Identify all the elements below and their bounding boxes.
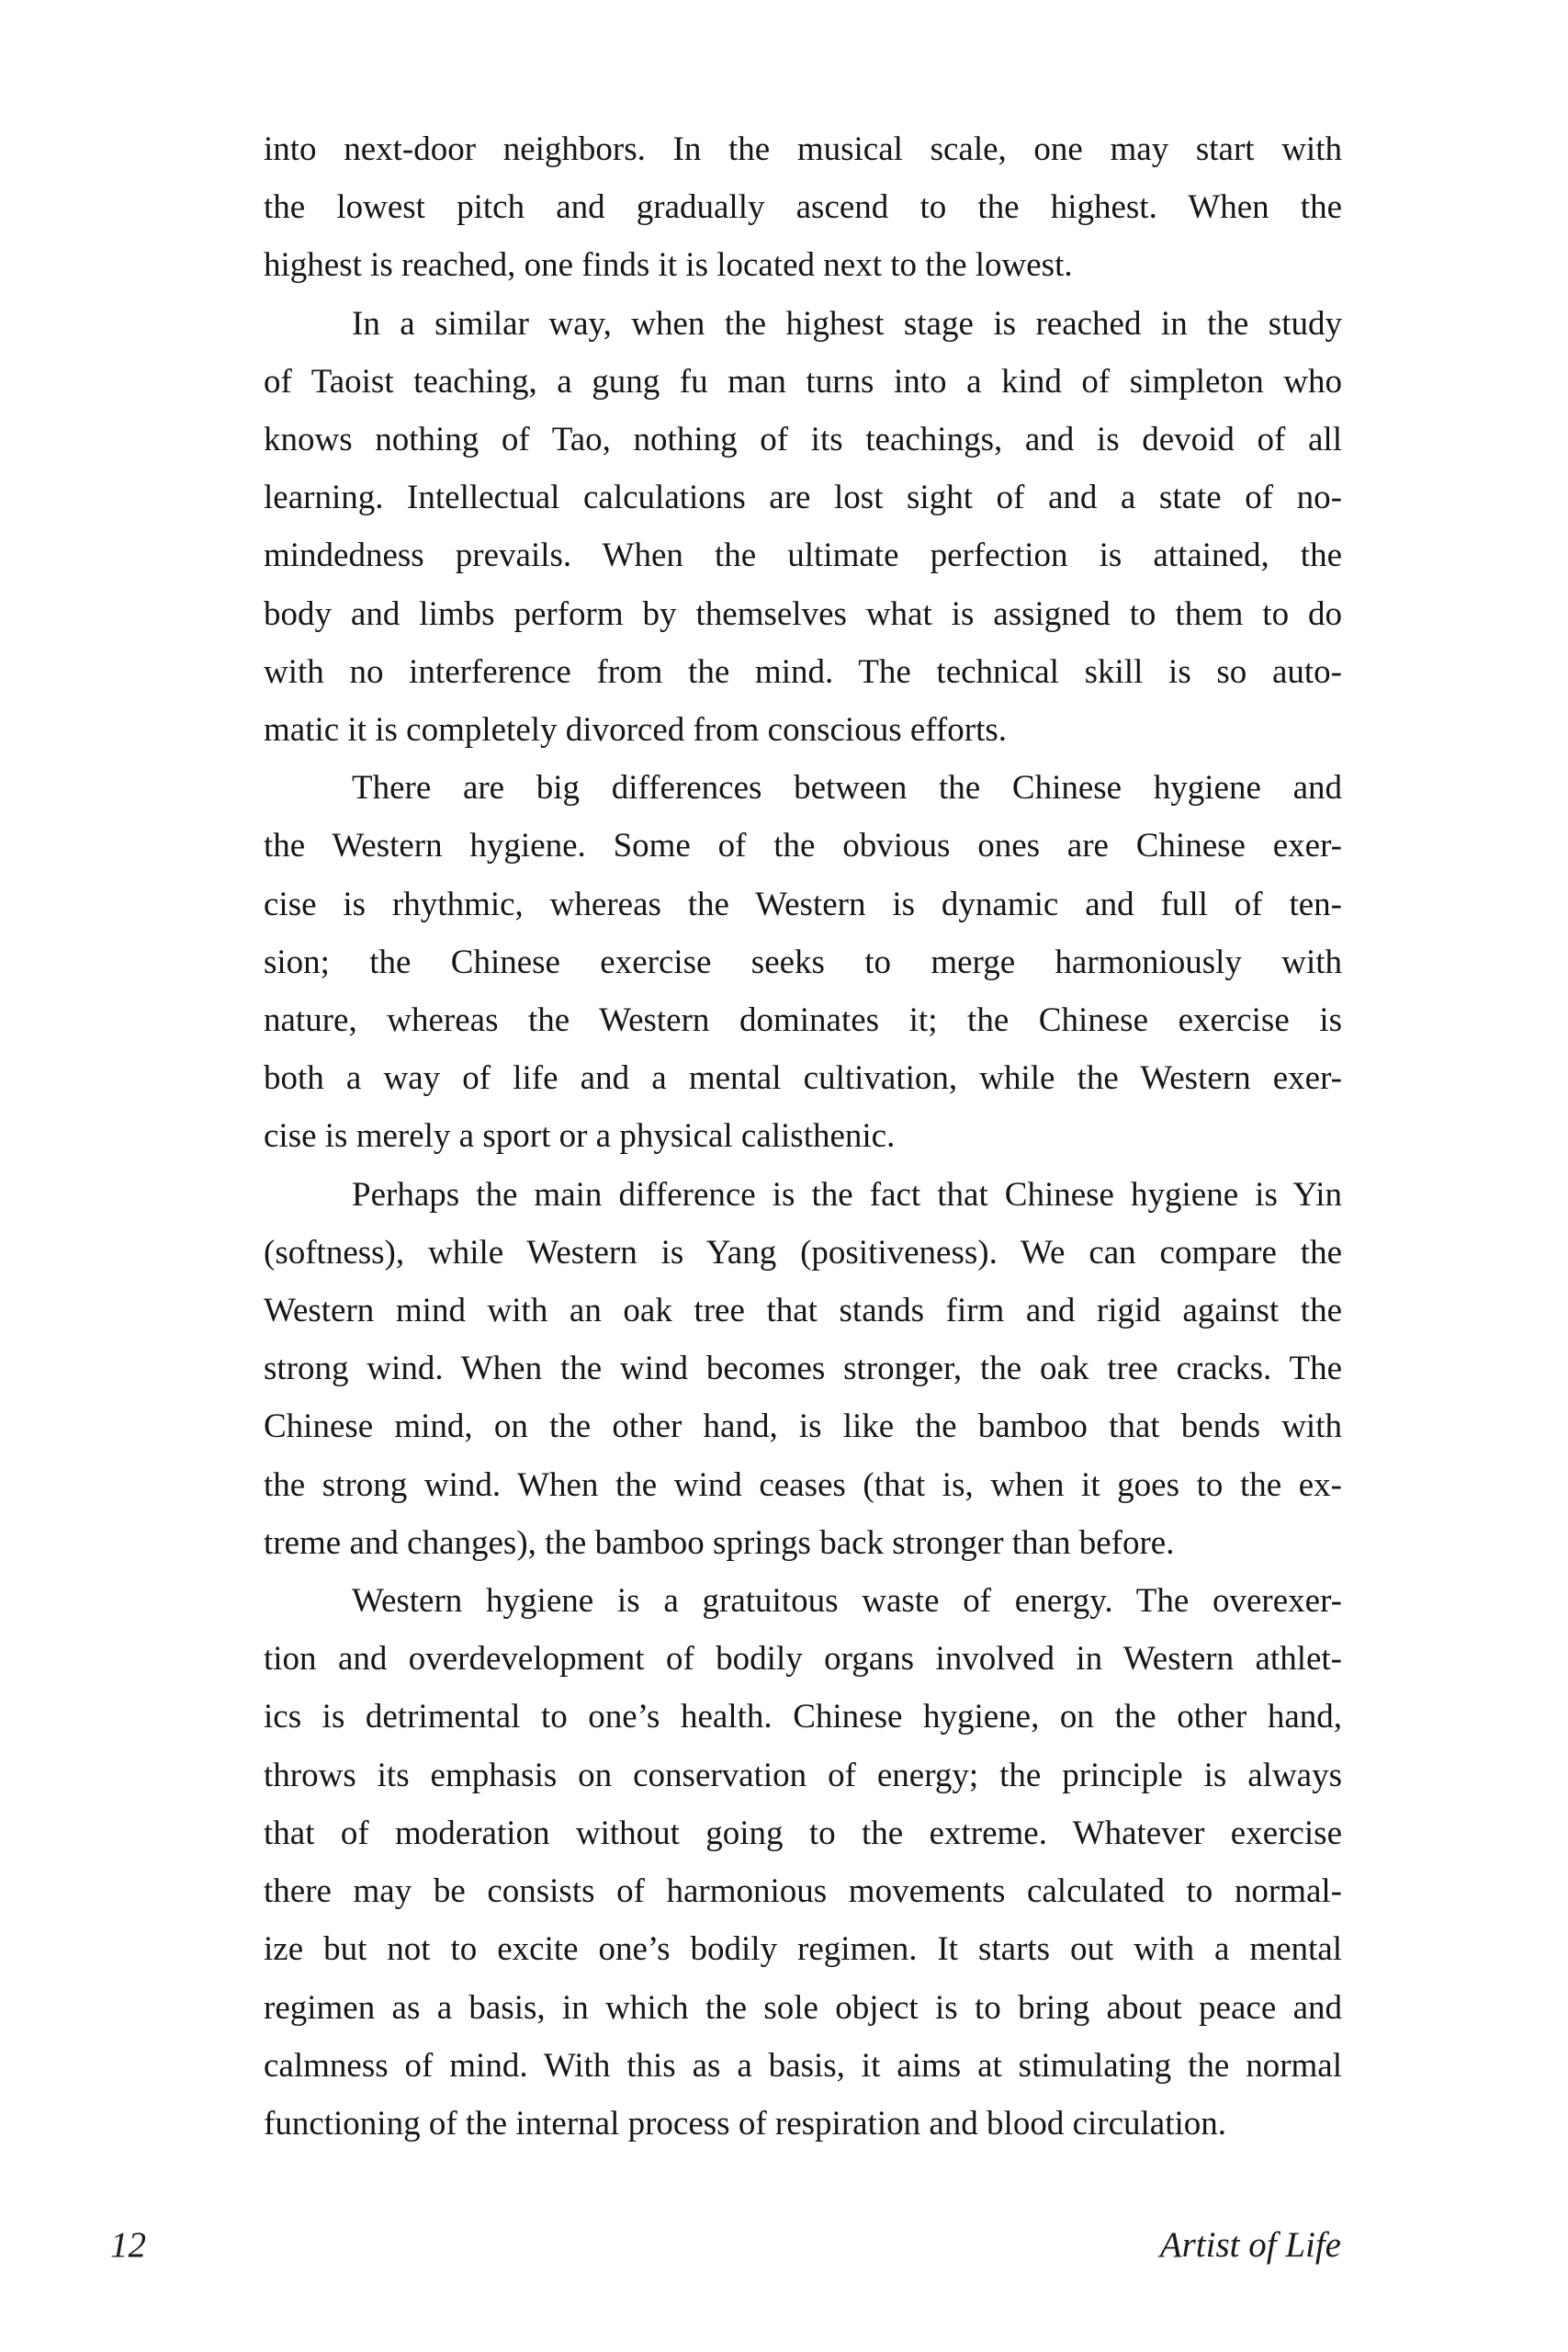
text-line: mindedness prevails. When the ultimate perfection is attained, the bbox=[264, 537, 1342, 575]
running-title: Artist of Life bbox=[1159, 2225, 1341, 2265]
text-line: that of moderation without going to the extreme. Whatever exercise bbox=[264, 1814, 1342, 1852]
text-line: treme and changes), the bamboo springs back stronger than before. bbox=[264, 1523, 1175, 1562]
paragraph bbox=[264, 1572, 1342, 2153]
text-line: Western mind with an oak tree that stands firm and rigid against the bbox=[264, 1292, 1342, 1330]
text-line: into next-door neighbors. In the musical scale, one may start with bbox=[264, 130, 1342, 168]
text-line: ize but not to excite one’s bodily regimen. It starts out with a mental bbox=[264, 1930, 1342, 1969]
text-line: Chinese mind, on the other hand, is like the bamboo that bends with bbox=[264, 1408, 1342, 1446]
paragraph bbox=[264, 759, 1342, 1165]
text-line: There are big differences between the Chinese hygiene and bbox=[352, 769, 1342, 808]
text-line: (softness), while Western is Yang (positiveness). We can compare the bbox=[264, 1233, 1342, 1272]
text-line: In a similar way, when the highest stage is reached in the study bbox=[352, 304, 1342, 343]
text-line: both a way of life and a mental cultivation, while the Western exer- bbox=[264, 1059, 1342, 1098]
text-line: functioning of the internal process of respiration and blood circulation. bbox=[264, 2104, 1227, 2143]
text-line: cise is merely a sport or a physical calisthenic. bbox=[264, 1117, 896, 1156]
text-line: regimen as a basis, in which the sole object is to bring about peace and bbox=[264, 1988, 1342, 2027]
text-line: the Western hygiene. Some of the obvious ones are Chinese exer- bbox=[264, 827, 1342, 865]
paragraph bbox=[264, 120, 1342, 295]
text-line: body and limbs perform by themselves what is assigned to them to do bbox=[264, 594, 1342, 633]
text-line: nature, whereas the Western dominates it; the Chinese exercise is bbox=[264, 1001, 1342, 1040]
text-line: throws its emphasis on conservation of energy; the principle is always bbox=[264, 1756, 1342, 1794]
text-line: Western hygiene is a gratuitous waste of energy. The overexer- bbox=[352, 1582, 1342, 1621]
body-text bbox=[264, 120, 1342, 2153]
text-line: the strong wind. When the wind ceases (that is, when it goes to the ex- bbox=[264, 1465, 1342, 1504]
text-line: learning. Intellectual calculations are lost sight of and a state of no- bbox=[264, 479, 1342, 517]
text-line: matic it is completely divorced from conscious efforts. bbox=[264, 711, 1007, 750]
text-line: ics is detrimental to one’s health. Chinese hygiene, on the other hand, bbox=[264, 1698, 1342, 1736]
paragraph bbox=[264, 1166, 1342, 1572]
text-line: sion; the Chinese exercise seeks to merge harmoniously with bbox=[264, 943, 1342, 981]
paragraph bbox=[264, 295, 1342, 760]
text-line: strong wind. When the wind becomes stronger, the oak tree cracks. The bbox=[264, 1350, 1342, 1388]
text-line: tion and overdevelopment of bodily organs involved in Western athlet- bbox=[264, 1640, 1342, 1679]
text-line: with no interference from the mind. The technical skill is so auto- bbox=[264, 652, 1342, 691]
text-line: Perhaps the main difference is the fact that Chinese hygiene is Yin bbox=[352, 1175, 1342, 1214]
text-line: the lowest pitch and gradually ascend to the highest. When the bbox=[264, 188, 1342, 227]
text-line: of Taoist teaching, a gung fu man turns into a kind of simpleton who bbox=[264, 362, 1342, 401]
page-number: 12 bbox=[110, 2225, 146, 2265]
text-line: cise is rhythmic, whereas the Western is dynamic and full of ten- bbox=[264, 885, 1342, 923]
text-line: there may be consists of harmonious movements calculated to normal- bbox=[264, 1872, 1342, 1911]
text-line: highest is reached, one finds it is located next to the lowest. bbox=[264, 246, 1073, 285]
text-line: knows nothing of Tao, nothing of its teachings, and is devoid of all bbox=[264, 421, 1342, 459]
text-line: calmness of mind. With this as a basis, it aims at stimulating the normal bbox=[264, 2046, 1342, 2085]
